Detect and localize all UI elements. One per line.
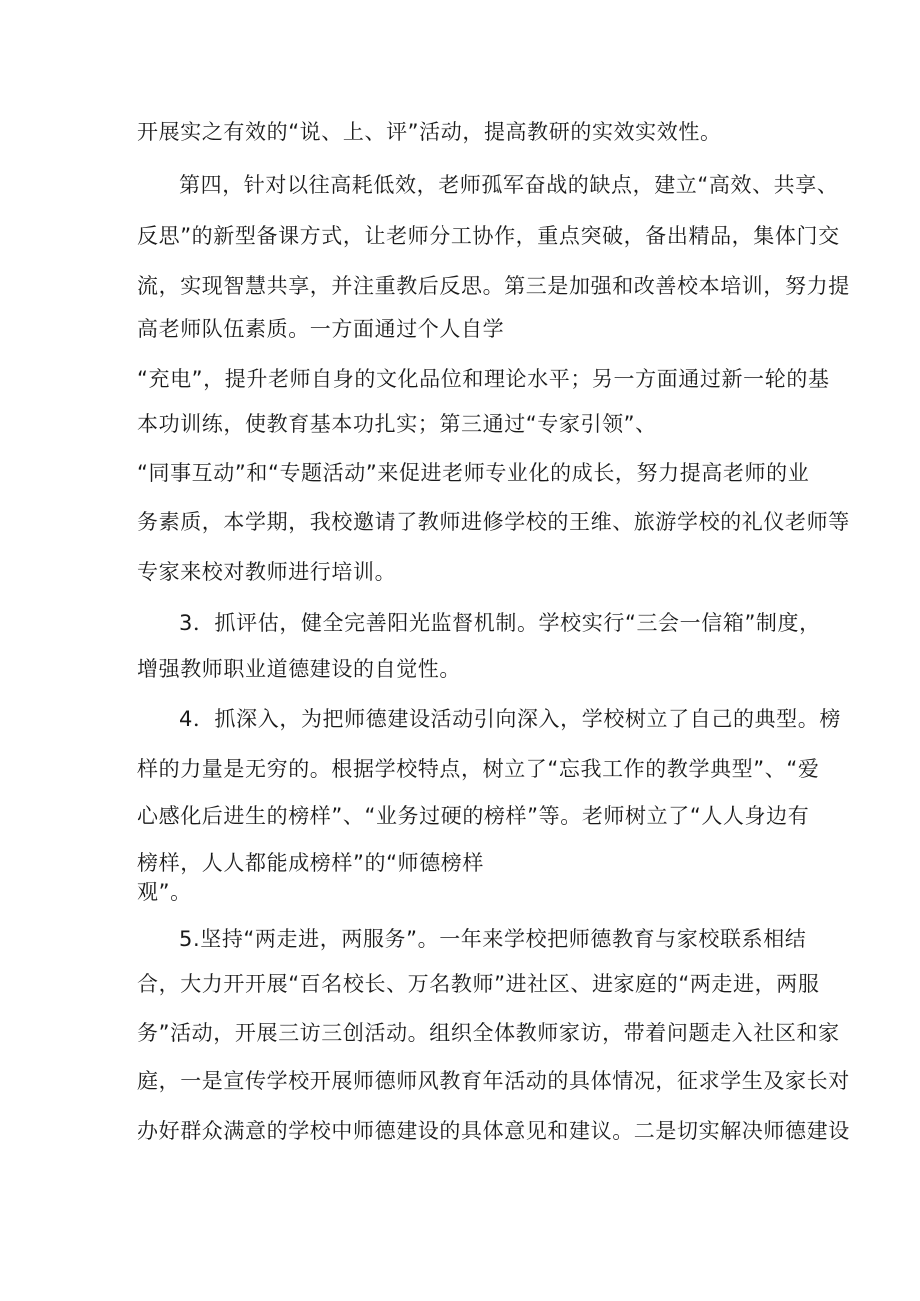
text-line: 高老师队伍素质。一方面通过个人自学 bbox=[137, 317, 505, 341]
text-line: 榜样，人人都能成榜样”的“师德榜样 bbox=[137, 851, 484, 875]
text-line: 反思”的新型备课方式，让老师分工协作，重点突破，备出精品，集体门交 bbox=[137, 224, 840, 248]
text-line: 庭，一是宣传学校开展师德师风教育年活动的具体情况，征求学生及家长对 bbox=[137, 1069, 850, 1093]
text-line: 流，实现智慧共享，并注重教后反思。第三是加强和改善校本培训，努力提 bbox=[137, 274, 850, 298]
text-line: 务素质，本学期，我校邀请了教师进修学校的王维、旅游学校的礼仪老师等 bbox=[137, 510, 850, 534]
text-line: 心感化后进生的榜样”、“业务过硬的榜样”等。老师树立了“人人身边有 bbox=[137, 804, 810, 828]
paragraph-first-line: 5.坚持“两走进，两服务”。一年来学校把师德教育与家校联系相结 bbox=[179, 927, 807, 951]
paragraph-first-line: 第四，针对以往高耗低效，老师孤军奋战的缺点，建立“高效、共享、 bbox=[179, 173, 839, 197]
text-line: “同事互动”和“专题活动”来促进老师专业化的成长，努力提高老师的业 bbox=[137, 461, 810, 485]
paragraph-first-line: 4．抓深入，为把师德建设活动引向深入，学校树立了自己的典型。榜 bbox=[179, 707, 841, 731]
text-line: 样的力量是无穷的。根据学校特点，树立了“忘我工作的教学典型”、“爱 bbox=[137, 757, 820, 781]
text-line: 办好群众满意的学校中师德建设的具体意见和建议。二是切实解决师德建设 bbox=[137, 1119, 850, 1143]
text-line: 增强教师职业道德建设的自觉性。 bbox=[137, 657, 461, 681]
text-line: 务”活动，开展三访三创活动。组织全体教师家访，带着问题走入社区和家 bbox=[137, 1021, 840, 1045]
paragraph-first-line: 3．抓评估，健全完善阳光监督机制。学校实行“三会一信箱”制度， bbox=[179, 611, 821, 635]
text-line: 本功训练，使教育基本功扎实；第三通过“专家引领”、 bbox=[137, 412, 657, 436]
text-line: 专家来校对教师进行培训。 bbox=[137, 560, 397, 584]
text-line: 开展实之有效的“说、上、评”活动，提高教研的实效实效性。 bbox=[137, 120, 722, 144]
text-line: 合，大力开开展“百名校长、万名教师”进社区、进家庭的“两走进，两服 bbox=[137, 972, 820, 996]
text-line: “充电”，提升老师自身的文化品位和理论水平；另一方面通过新一轮的基 bbox=[137, 367, 830, 391]
text-line: 观”。 bbox=[137, 880, 192, 904]
